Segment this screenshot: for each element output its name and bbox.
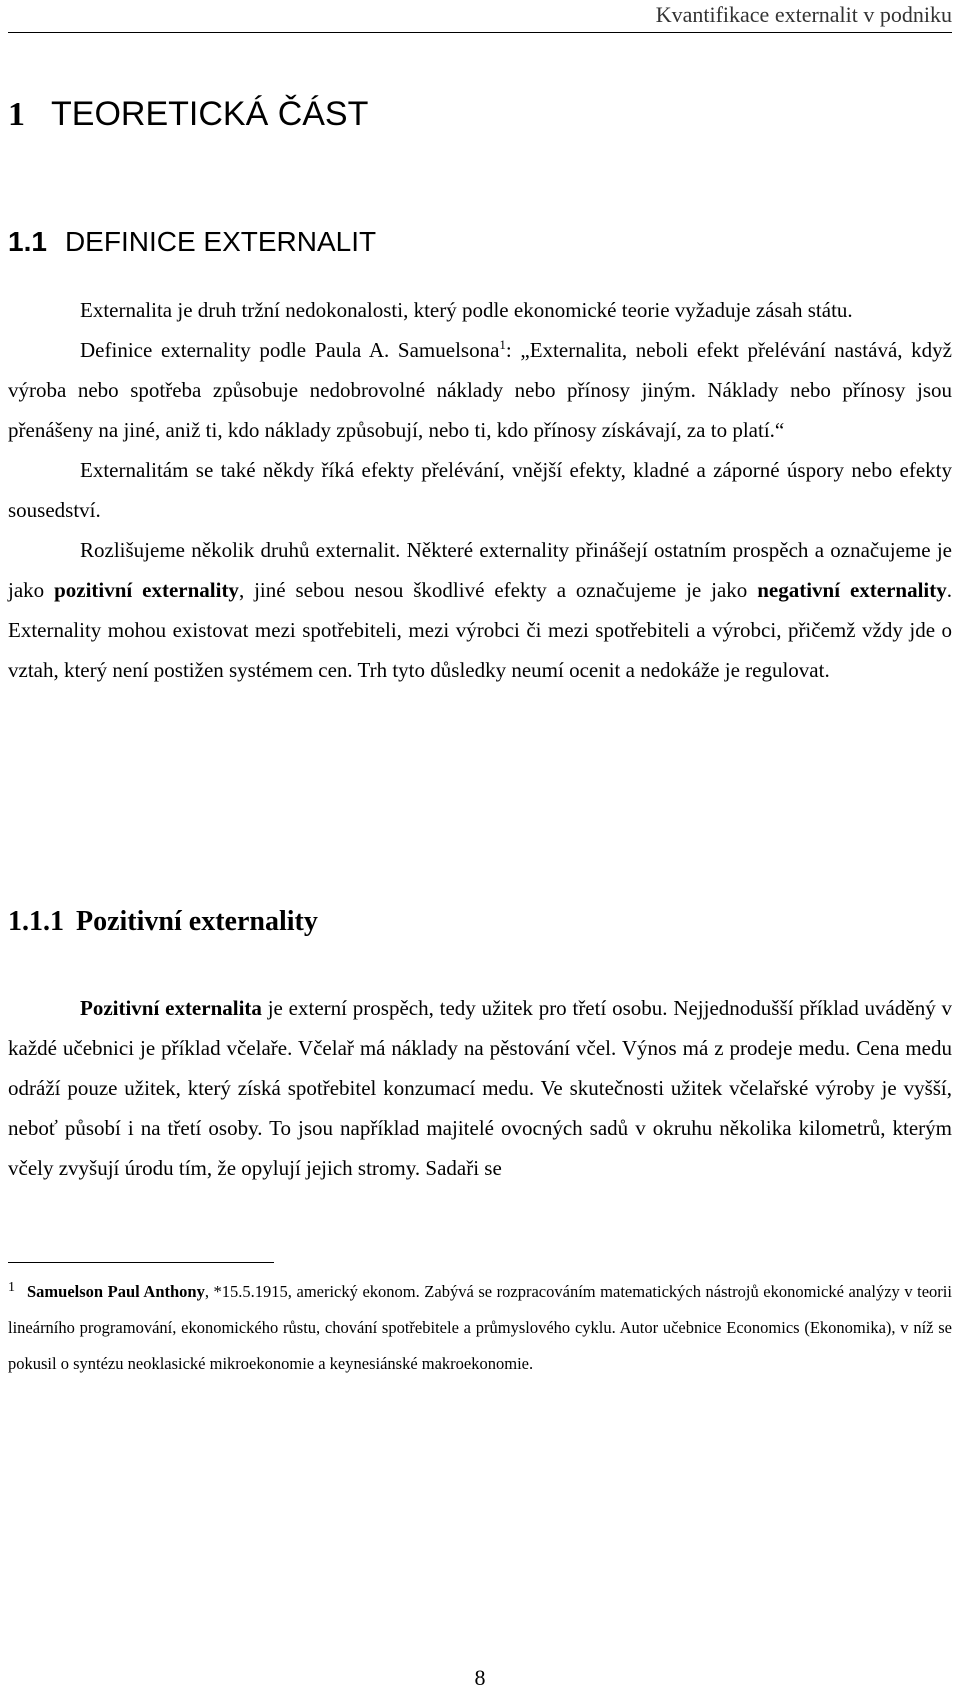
- page-number: 8: [474, 1665, 486, 1690]
- section-title: DEFINICE EXTERNALIT: [64, 226, 377, 257]
- types-text-e: . Externality mohou existovat mezi spotřebiteli, mezi výrobci či mezi spotřebiteli a výrobci, přičemž vždy jde o vztah, který není postižen systémem cen. Trh tyto důsledky neumí ocenit a nedokáže je regulovat.: [8, 578, 952, 682]
- types-text-c: , jiné sebou nesou škodlivé efekty a označujeme je jako: [238, 578, 758, 602]
- term-negative: negativní externality: [757, 578, 947, 602]
- intro-body: [8, 290, 952, 690]
- subsection-body: [8, 988, 952, 1188]
- section-heading: [8, 222, 952, 262]
- definition-quote: : „Externalita, neboli efekt přelévání nastává, když výroba nebo spotřeba způsobuje nedobrovolné náklady nebo přínosy jiným. Náklady nebo přínosy jsou přenášeny na jiné, aniž ti, kdo náklady způsobují, nebo ti, kdo přínosy získávají, za to platí.“: [8, 338, 953, 442]
- chapter-title: TEORETICKÁ ČÁST: [51, 95, 369, 133]
- paragraph-synonyms: Externalitám se také někdy říká efekty přelévání, vnější efekty, kladné a záporné úspory nebo efekty sousedství.: [8, 458, 952, 522]
- subsection-heading: [8, 902, 952, 942]
- paragraph-definition: [8, 330, 952, 450]
- footnote-text: , *15.5.1915, americký ekonom. Zabývá se rozpracováním matematických nástrojů ekonomické analýzy v teorii lineárního programování, ekonomického růstu, chování spotřebitele a průmyslového cyklu. Autor učebnice Economics (Ekonomika), v níž se pokusil o syntézu neoklasické mikroekonomie a keynesiánské makroekonomie.: [8, 1282, 952, 1373]
- term-positive-externality: Pozitivní externalita: [80, 996, 262, 1020]
- term-positive: pozitivní externality: [54, 578, 239, 602]
- footnote-number: 1: [8, 1279, 15, 1295]
- footnote: [8, 1274, 952, 1382]
- subsection-title: Pozitivní externality: [76, 906, 318, 937]
- chapter-heading: [8, 92, 952, 137]
- section-number: 1.1: [8, 226, 47, 257]
- definition-lead: Definice externality podle Paula A. Samuelsona: [80, 338, 500, 362]
- chapter-number: 1: [8, 96, 25, 133]
- footnote-rule: [8, 1262, 274, 1263]
- running-header: Kvantifikace externalit v podniku: [8, 0, 952, 33]
- types-text-a: Rozlišujeme několik druhů externalit. Některé externality přinášejí ostatním prospěch a označujeme je jako: [8, 538, 952, 602]
- footnote-name: Samuelson Paul Anthony: [27, 1282, 205, 1301]
- paragraph-types: [8, 530, 952, 690]
- footnote-ref[interactable]: 1: [499, 337, 506, 352]
- positive-externality-text: je externí prospěch, tedy užitek pro třetí osobu. Nejjednodušší příklad uváděný v každé učebnici je příklad včelaře. Včelař má náklady na pěstování včel. Výnos má z prodeje medu. Cena medu odráží pouze užitek, který získá spotřebitel konzumací medu. Ve skutečnosti užitek včelařské výroby je vyšší, neboť působí i na třetí osoby. To jsou například majitelé ovocných sadů v okruhu několika kilometrů, kterým včely zvyšují úrodu tím, že opylují jejich stromy. Sadaři se: [8, 996, 952, 1180]
- paragraph-positive-externality: [8, 988, 952, 1188]
- paragraph-intro: Externalita je druh tržní nedokonalosti, který podle ekonomické teorie vyžaduje zásah státu.: [80, 298, 853, 322]
- subsection-number: 1.1.1: [8, 906, 64, 937]
